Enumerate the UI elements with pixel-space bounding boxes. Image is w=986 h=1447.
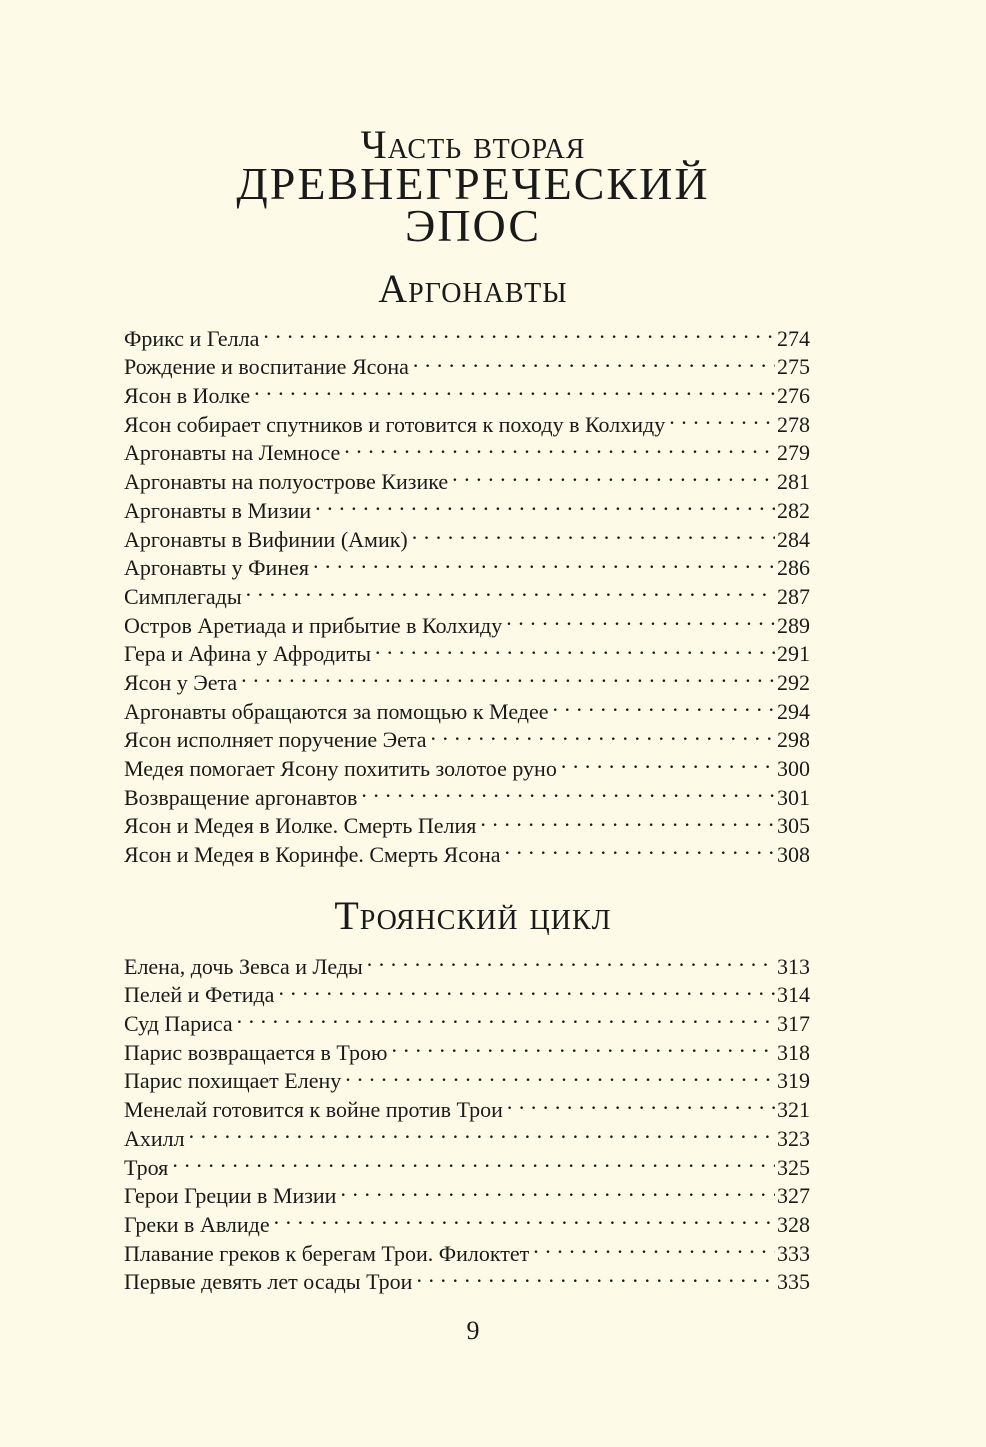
dot-leader: [274, 1203, 775, 1232]
dot-leader: [480, 805, 775, 834]
dot-leader: [412, 518, 775, 547]
dot-leader: [431, 719, 775, 748]
toc-entry-title: Герои Греции в Мизии: [124, 1183, 337, 1209]
toc-entry-title: Фрикс и Гелла: [124, 325, 260, 351]
toc-entry: [124, 1175, 810, 1209]
dot-leader: [278, 974, 775, 1003]
toc-entry-page: 323: [777, 1125, 810, 1151]
dot-leader: [345, 1060, 775, 1089]
toc-entry-page: 276: [777, 383, 810, 409]
dot-leader: [246, 575, 775, 604]
toc-entry-page: 278: [777, 411, 810, 437]
dot-leader: [375, 633, 775, 662]
dot-leader: [669, 403, 775, 432]
section-title-argonauts: Аргонавты: [378, 266, 568, 311]
toc-entry-title: Симплегады: [124, 583, 242, 609]
toc-entry-page: 294: [777, 698, 810, 724]
toc-entry-title: Аргонавты на Лемносе: [124, 440, 341, 466]
toc-entry-title: Ясон исполняет поручение Эета: [124, 727, 427, 753]
toc-entry-page: 275: [777, 354, 810, 380]
toc-entry-title: Остров Аретиада и прибытие в Колхиду: [124, 612, 503, 638]
toc-entry-title: Возвращение аргонавтов: [124, 784, 358, 810]
dot-leader: [172, 1146, 775, 1175]
toc-entry-title: Пелей и Фетида: [124, 982, 275, 1008]
toc-entry: [124, 317, 810, 351]
toc-entry-title: Гера и Афина у Афродиты: [124, 641, 371, 667]
dot-leader: [241, 661, 775, 690]
toc-entry: [124, 1146, 810, 1180]
toc-entry-title: Ясон собирает спутников и готовится к походу в Колхиду: [124, 411, 666, 437]
toc-entry-title: Аргонавты обращаются за помощью к Медее: [124, 698, 549, 724]
toc-entry-page: 287: [777, 583, 810, 609]
dot-leader: [340, 1175, 775, 1204]
toc-entry-page: 281: [777, 469, 810, 495]
dot-leader: [413, 346, 775, 375]
dot-leader: [313, 547, 775, 576]
section-title-trojan-cycle: Троянский цикл: [334, 893, 612, 938]
toc-list-argonauts: [124, 317, 810, 868]
toc-entry-page: 318: [777, 1039, 810, 1065]
part-title-line1: ДРЕВНЕГРЕЧЕСКИЙ: [236, 158, 710, 209]
toc-entry-page: 325: [777, 1154, 810, 1180]
dot-leader: [344, 432, 775, 461]
dot-leader: [452, 460, 775, 489]
toc-entry-page: 291: [777, 641, 810, 667]
toc-entry-title: Ахилл: [124, 1125, 185, 1151]
toc-entry-page: 317: [777, 1011, 810, 1037]
toc-entry-title: Плавание греков к берегам Трои. Филоктет: [124, 1240, 530, 1266]
toc-entry-title: Ясон и Медея в Коринфе. Смерть Ясона: [124, 842, 501, 868]
dot-leader: [367, 945, 775, 974]
toc-entry-title: Елена, дочь Зевса и Леды: [124, 953, 363, 979]
dot-leader: [507, 1088, 775, 1117]
toc-entry-page: 289: [777, 612, 810, 638]
dot-leader: [505, 833, 775, 862]
toc-entry-title: Первые девять лет осады Трои: [124, 1269, 413, 1295]
toc-entry-page: 282: [777, 497, 810, 523]
toc-entry-page: 313: [777, 953, 810, 979]
toc-entry: [124, 1117, 810, 1151]
dot-leader: [561, 747, 775, 776]
toc-entry-title: Аргонавты у Финея: [124, 555, 309, 581]
toc-entry-title: Ясон у Эета: [124, 669, 238, 695]
page-number: 9: [466, 1316, 480, 1345]
toc-entry-page: 328: [777, 1211, 810, 1237]
toc-entry-page: 292: [777, 669, 810, 695]
toc-entry-title: Суд Париса: [124, 1011, 233, 1037]
toc-entry-title: Парис возвращается в Трою: [124, 1039, 388, 1065]
toc-entry-page: 319: [777, 1068, 810, 1094]
toc-entry-title: Аргонавты в Вифинии (Амик): [124, 526, 408, 552]
toc-entry-page: 314: [777, 982, 810, 1008]
toc-entry-page: 284: [777, 526, 810, 552]
toc-entry-title: Медея помогает Ясону похитить золотое руно: [124, 756, 557, 781]
toc-entry-title: Ясон и Медея в Иолке. Смерть Пелия: [124, 813, 477, 839]
dot-leader: [315, 489, 775, 518]
dot-leader: [506, 604, 775, 633]
dot-leader: [391, 1031, 775, 1060]
dot-leader: [254, 374, 775, 403]
toc-entry-title: Аргонавты в Мизии: [124, 497, 312, 523]
dot-leader: [237, 1002, 775, 1031]
toc-entry-page: 286: [777, 555, 810, 581]
toc-entry-title: Троя: [124, 1154, 169, 1180]
toc-entry-page: 333: [777, 1240, 810, 1266]
dot-leader: [553, 690, 775, 719]
toc-entry-page: 321: [777, 1097, 810, 1123]
toc-entry-page: 279: [777, 440, 810, 466]
dot-leader: [189, 1117, 775, 1146]
toc-entry-page: 308: [777, 842, 810, 868]
dot-leader: [361, 776, 775, 805]
toc-entry-page: 298: [777, 727, 810, 753]
toc-entry-page: 300: [777, 756, 810, 781]
toc-entry-page: 274: [777, 325, 810, 351]
toc-entry-title: Парис похищает Елену: [124, 1068, 342, 1094]
toc-entry-page: 301: [777, 784, 810, 810]
toc-entry-title: Менелай готовится к войне против Трои: [124, 1097, 503, 1123]
toc-entry-title: Рождение и воспитание Ясона: [124, 354, 409, 380]
toc-entry-title: Аргонавты на полуострове Кизике: [124, 469, 449, 495]
dot-leader: [533, 1232, 775, 1261]
dot-leader: [263, 317, 775, 346]
part-label: Часть вторая: [360, 122, 586, 167]
toc-entry-page: 327: [777, 1183, 810, 1209]
part-title: [0, 158, 946, 251]
toc-entry-page: 305: [777, 813, 810, 839]
part-title-line2: ЭПОС: [404, 200, 542, 251]
toc-entry: [124, 945, 810, 979]
toc-entry-page: 335: [777, 1269, 810, 1295]
toc-entry-title: Ясон в Иолке: [124, 383, 251, 409]
toc-entry-title: Греки в Авлиде: [124, 1211, 270, 1237]
dot-leader: [416, 1261, 775, 1290]
toc-list-trojan-cycle: [124, 945, 810, 1295]
